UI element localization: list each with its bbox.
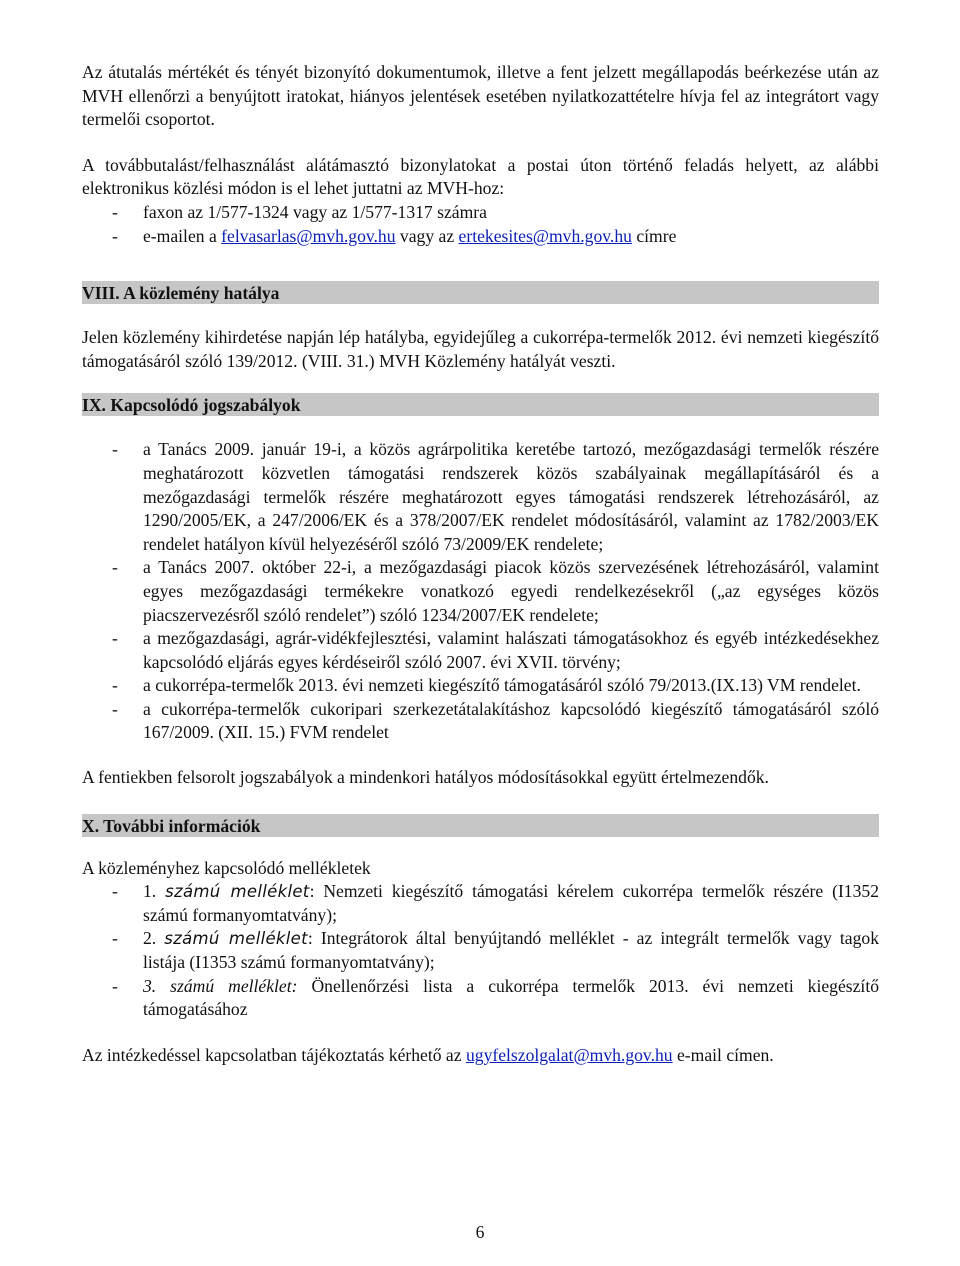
contact-paragraph xyxy=(82,1044,879,1068)
regulation-item: - a Tanács 2007. október 22-i, a mezőgazdasági piacok közös szervezésének létrehozásáról, valamint egyes mezőgazdasági termékekre vonatkozó egyedi rendelkezésekről („az egységes közös piacszervezésről szóló rendelet”) szóló 1234/2007/EK rendelete; xyxy=(82,556,879,627)
annex-text: Önellenőrzési lista a cukorrépa termelők 2013. évi nemzeti kiegészítő támogatásához xyxy=(143,975,880,1020)
annex-item-3 xyxy=(82,975,879,1022)
section-10-heading: X. További információk xyxy=(82,814,879,837)
email-item xyxy=(82,225,879,249)
annex-number: 2. xyxy=(143,928,157,949)
email-prefix: e-mailen a xyxy=(143,225,217,246)
email-suffix: címre xyxy=(636,225,677,246)
annex-text: : Integrátorok által benyújtandó melléklet - az integrált termelők vagy tagok listája (I1353 számú formanyomtatvány); xyxy=(143,928,879,973)
contact-suffix: e-mail címen. xyxy=(676,1044,774,1065)
delivery-methods-list xyxy=(82,201,879,248)
regulations-list xyxy=(82,438,879,745)
annex-item-2 xyxy=(82,927,879,974)
section-9-heading: IX. Kapcsolódó jogszabályok xyxy=(82,393,879,416)
annex-label: számú melléklet xyxy=(164,929,308,949)
section-8-heading: VIII. A közlemény hatálya xyxy=(82,281,879,304)
regulation-item: - a mezőgazdasági, agrár-vidékfejlesztési, valamint halászati támogatásokhoz és egyéb intézkedésekhez kapcsolódó eljárás egyes kérdéseiről szóló 2007. évi XVII. törvény; xyxy=(82,627,879,674)
page-number: 6 xyxy=(475,1222,485,1242)
annex-label: számú melléklet xyxy=(165,882,310,902)
forwarding-paragraph: A továbbutalást/felhasználást alátámasztó bizonylatokat a postai úton történő feladás helyett, az alábbi elektronikus közlési módon is el lehet juttatni az MVH-hoz: xyxy=(82,154,879,199)
annex-item-1 xyxy=(82,880,879,927)
annex-intro: A közleményhez kapcsolódó mellékletek xyxy=(82,857,371,878)
contact-email-link[interactable]: ugyfelszolgalat@mvh.gov.hu xyxy=(465,1044,673,1065)
email-middle: vagy az xyxy=(399,225,455,246)
regulation-item: - a Tanács 2009. január 19-i, a közös agrárpolitika keretébe tartozó, mezőgazdasági termelők részére meghatározott közvetlen támogatási rendszerek közös szabályainak megállapításáról és a mezőgazdasági termelők részére meghatározott egyes támogatási rendszerek létrehozásáról, az 1290/2005/EK, a 247/2006/EK és a 378/2007/EK rendelet módosításáról, valamint az 1782/2003/EK rendelet hatályon kívül helyezéséről szóló 73/2009/EK rendelete; xyxy=(82,438,879,556)
regulation-item: - a cukorrépa-termelők 2013. évi nemzeti kiegészítő támogatásáról szóló 79/2013.(IX.13) VM rendelet. xyxy=(82,674,879,698)
fax-item: - faxon az 1/577-1324 vagy az 1/577-1317 számra xyxy=(82,201,879,225)
annex-text: : Nemzeti kiegészítő támogatási kérelem cukorrépa termelők részére (I1352 számú formanyomtatvány); xyxy=(143,881,879,925)
email-link-felvasarlas[interactable]: felvasarlas@mvh.gov.hu xyxy=(221,225,396,246)
contact-prefix: Az intézkedéssel kapcsolatban tájékoztatás kérhető az xyxy=(82,1044,462,1065)
email-link-ertekesites[interactable]: ertekesites@mvh.gov.hu xyxy=(458,225,632,246)
section-8-text: Jelen közlemény kihirdetése napján lép hatályba, egyidejűleg a cukorrépa-termelők 2012. évi nemzeti kiegészítő támogatásáról szóló 139/2012. (VIII. 31.) MVH Közlemény hatályát veszti. xyxy=(82,327,879,371)
regulations-closing: A fentiekben felsorolt jogszabályok a mindenkori hatályos módosításokkal együtt értelmezendők. xyxy=(82,767,769,788)
annex-label: számú melléklet: xyxy=(170,975,298,996)
document-body xyxy=(82,61,879,1067)
regulation-item: - a cukorrépa-termelők cukoripari szerkezetátalakításhoz kapcsolódó kiegészítő támogatásáról szóló 167/2009. (XII. 15.) FVM rendelet xyxy=(82,698,879,745)
intro-paragraph: Az átutalás mértékét és tényét bizonyító dokumentumok, illetve a fent jelzett megállapodás beérkezése után az MVH ellenőrzi a benyújtott iratokat, hiányos jelentések esetében nyilatkozattételre hívja fel az integrátort vagy termelői csoportot. xyxy=(82,62,879,130)
annex-number: 3. xyxy=(143,975,157,996)
annex-list xyxy=(82,880,879,1022)
annex-number: 1. xyxy=(143,881,157,902)
